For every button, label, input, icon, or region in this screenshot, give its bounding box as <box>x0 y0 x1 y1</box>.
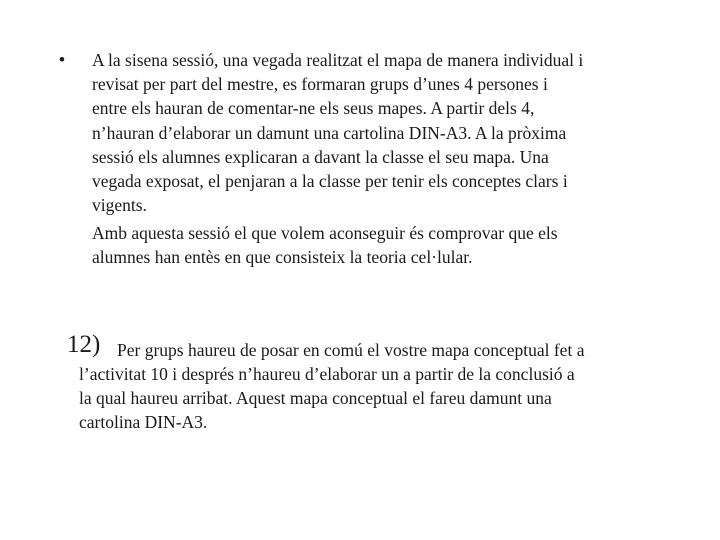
item-continuation: l’activitat 10 i després n’haureu d’elaborar un a partir de la conclusió a la qual haureu arribat. Aquest mapa conceptual el fareu damunt una cartolina DIN-A3. <box>79 364 575 433</box>
goal-paragraph: Amb aquesta sessió el que volem aconseguir és comprovar que els alumnes han entès en que consisteix la teoria cel·lular. <box>92 223 558 268</box>
bullet-item <box>59 48 699 217</box>
bullet-text: A la sisena sessió, una vegada realitzat el mapa de manera individual i revisat per part del mestre, es formaran grups d’unes 4 persones i entre els hauran de comentar-ne els seus mapes. A partir dels 4, n’hauran d’elaborar un damunt una cartolina DIN-A3. A la pròxima sessió els alumnes explicaran a davant la classe el seu mapa. Una vegada exposat, el penjaran a la classe per tenir els conceptes clars i vigents. <box>92 50 584 216</box>
item-number: 12) <box>67 331 101 358</box>
bullet-icon: • <box>59 50 65 69</box>
item-first-line: Per grups haureu de posar en comú el vostre mapa conceptual fet a <box>117 340 585 360</box>
